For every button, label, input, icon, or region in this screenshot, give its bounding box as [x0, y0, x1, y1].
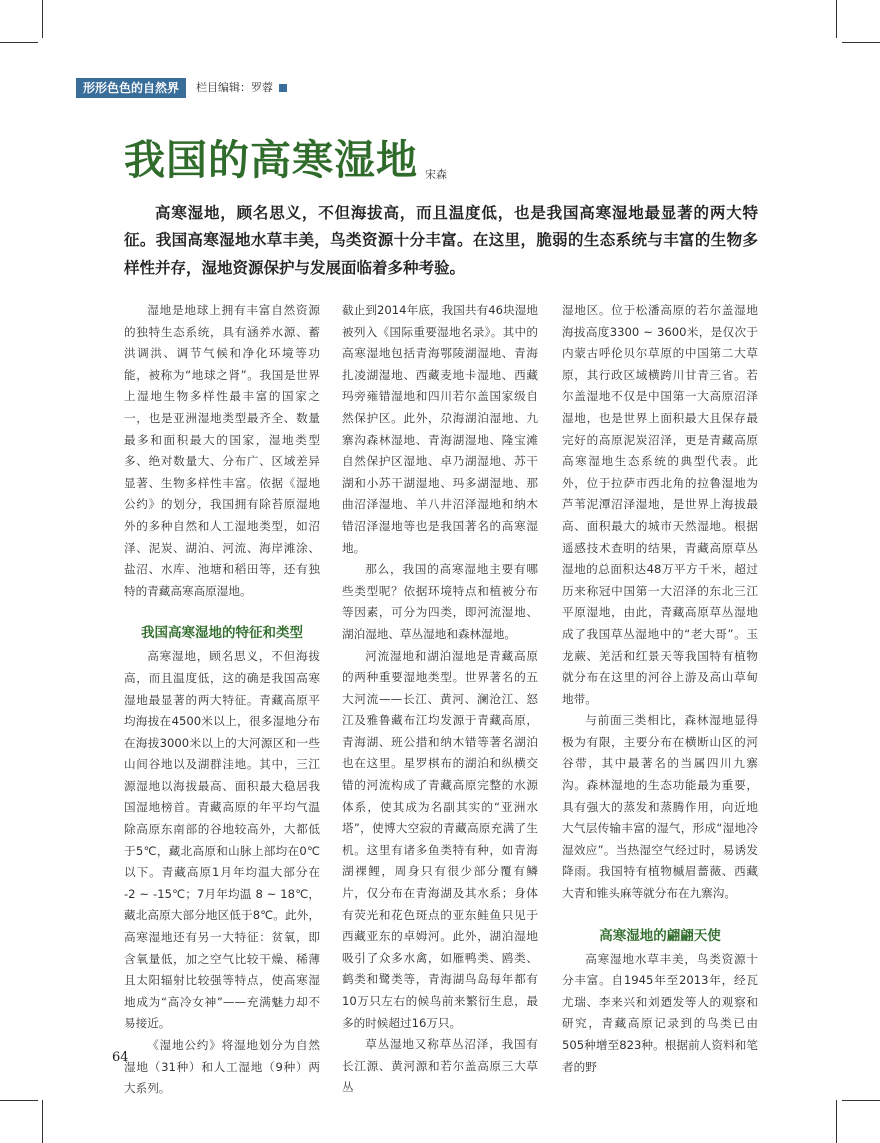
- section-label: 形形色色的自然界: [76, 78, 186, 98]
- article-title: 我国的高寒湿地: [124, 136, 418, 184]
- column-header: [76, 78, 287, 98]
- text-column-1: [124, 300, 320, 1100]
- lead-paragraph: 高寒湿地，顾名思义，不但海拔高，而且温度低，也是我国高寒湿地最显著的两大特征。我国高寒湿地水草丰美，鸟类资源十分丰富。在这里，脆弱的生态系统与丰富的生物多样性并存，湿地资源保护与发展面临着多种考验。: [124, 204, 758, 277]
- paragraph: 那么，我国的高寒湿地主要有哪些类型呢？依据环境特点和植被分布等因素，可分为四类，即河流湿地、湖泊湿地、草丛湿地和森林湿地。: [342, 562, 538, 641]
- page-number: 64: [112, 1050, 129, 1065]
- paragraph: 截止到2014年底，我国共有46块湿地被列入《国际重要湿地名录》。其中的高寒湿地包括青海鄂陵湖湿地、青海扎凌湖湿地、西藏麦地卡湿地、西藏玛旁雍错湿地和四川若尔盖国家级自然保护区。此外，尕海湖泊湿地、九寨沟森林湿地、青海湖湿地、隆宝滩自然保护区湿地、卓乃湖湿地、苏干湖和小苏干湖湿地、玛多湖湿地、那曲沼泽湿地、羊八井沼泽湿地和纳木错沼泽湿地等也是我国著名的高寒湿地。: [342, 303, 538, 555]
- crop-mark: [836, 0, 837, 38]
- paragraph: 《湿地公约》将湿地划分为自然湿地（31种）和人工湿地（9种）两大系列。: [124, 1038, 320, 1096]
- crop-mark: [0, 1100, 38, 1101]
- editor-credit: 栏目编辑：罗蓉: [196, 81, 274, 94]
- section-heading: 高寒湿地的翩翩天使: [599, 927, 721, 944]
- text-column-3: [562, 300, 758, 1078]
- crop-mark: [42, 1100, 43, 1143]
- paragraph: 湿地区。位于松潘高原的若尔盖湿地海拔高度3300 ~ 3600米，是仅次于内蒙古呼伦贝尔草原的中国第二大草原，其行政区域横跨川甘青三省。若尔盖湿地不仅是中国第一大高原沼泽湿地，也是世界上面积最大且保存最完好的高原泥炭沼泽，更是青藏高原高寒湿地生态系统的典型代表。此外，位于拉萨市西北角的拉鲁湿地为芦苇泥潭沼泽湿地，是世界上海拔最高、面积最大的城市天然湿地。根据遥感技术查明的结果，青藏高原草丛湿地的总面积达48万平方千米，超过历来称冠中国第一大沼泽的东北三江平原湿地，由此，青藏高原草丛湿地成了我国草丛湿地中的“老大哥”。玉龙蕨、羌活和红景天等我国特有植物就分布在这里的河谷上游及高山草甸地带。: [562, 303, 758, 706]
- paragraph: 湿地是地球上拥有丰富自然资源的独特生态系统，具有涵养水源、蓄洪调洪、调节气候和净化环境等功能，被称为“地球之肾”。我国是世界上湿地生物多样性最丰富的国家之一，也是亚洲湿地类型最齐全、数量最多和面积最大的国家，湿地类型多、绝对数量大、分布广、区域差异显著、生物多样性丰富。依据《湿地公约》的划分，我国拥有除苔原湿地外的多种自然和人工湿地类型，如沼泽、泥炭、湖泊、河流、海岸滩涂、盐沼、水库、池塘和稻田等，还有独特的青藏高寒高原湿地。: [124, 303, 320, 598]
- crop-mark: [842, 42, 880, 43]
- crop-mark: [42, 0, 43, 38]
- section-heading: 我国高寒湿地的特征和类型: [141, 625, 303, 642]
- crop-mark: [842, 1100, 880, 1101]
- paragraph: 河流湿地和湖泊湿地是青藏高原的两种重要湿地类型。世界著名的五大河流——长江、黄河、澜沧江、怒江及雅鲁藏布江均发源于青藏高原，青海湖、班公措和纳木错等著名湖泊也在这里。星罗棋布的湖泊和纵横交错的河流构成了青藏高原完整的水源体系，使其成为名副其实的“亚洲水塔”，使博大空寂的青藏高原充满了生机。这里有诸多鱼类特有种，如青海湖裸鲤，周身只有很少部分覆有鳞片，仅分布在青海湖及其水系；身体有荧光和花色斑点的亚东鲑鱼只见于西藏亚东的卓姆河。此外，湖泊湿地吸引了众多水禽，如雁鸭类、鸥类、鹤类和鹭类等，青海湖鸟岛每年都有10万只左右的候鸟前来繁衍生息，最多的时候超过16万只。: [342, 648, 538, 1030]
- paragraph: 高寒湿地，顾名思义，不但海拔高，而且温度低，这的确是我国高寒湿地最显著的两大特征。青藏高原平均海拔在4500米以上，很多湿地分布在海拔3000米以上的大河源区和一些山间谷地以及湖群洼地。其中，三江源湿地以海拔最高、面积最大稳居我国湿地榜首。青藏高原的年平均气温除高原东南部的谷地较高外，大都低于5℃，藏北高原和山脉上部均在0℃以下。青藏高原1月年均温大部分在 -2 ~ -15℃；7月年均温 8 ~ 18℃，藏北高原大部分地区低于8℃。此外，高寒湿地还有另一大特征：贫氧，即含氧量低，加之空气比较干燥、稀薄且太阳辐射比较强等特点，使高寒湿地成为“高冷女神”——充满魅力却不易接近。: [124, 649, 320, 1031]
- square-icon: [279, 84, 287, 92]
- author-name: 宋森: [425, 168, 447, 181]
- paragraph: 与前面三类相比，森林湿地显得极为有限，主要分布在横断山区的河谷带，其中最著名的当属四川九寨沟。森林湿地的生态功能最为重要，具有强大的蒸发和蒸腾作用，向近地大气层传输丰富的湿气，形成“湿地冷湿效应”。当热湿空气经过时，易诱发降雨。我国特有植物槭眉薔薇、西藏大青和锥头麻等就分布在九寨沟。: [562, 713, 758, 901]
- text-column-2: [342, 300, 538, 1099]
- paragraph: 草丛湿地又称草丛沼泽，我国有长江源、黄河源和若尔盖高原三大草丛: [342, 1037, 538, 1095]
- crop-mark: [836, 1100, 837, 1143]
- crop-mark: [0, 42, 38, 43]
- paragraph: 高寒湿地水草丰美，鸟类资源十分丰富。自1945年至2013年，经瓦尤瑞、李来兴和刘廼发等人的观察和研究，青藏高原记录到的鸟类已由505种增至823种。根据前人资料和笔者的野: [562, 951, 758, 1074]
